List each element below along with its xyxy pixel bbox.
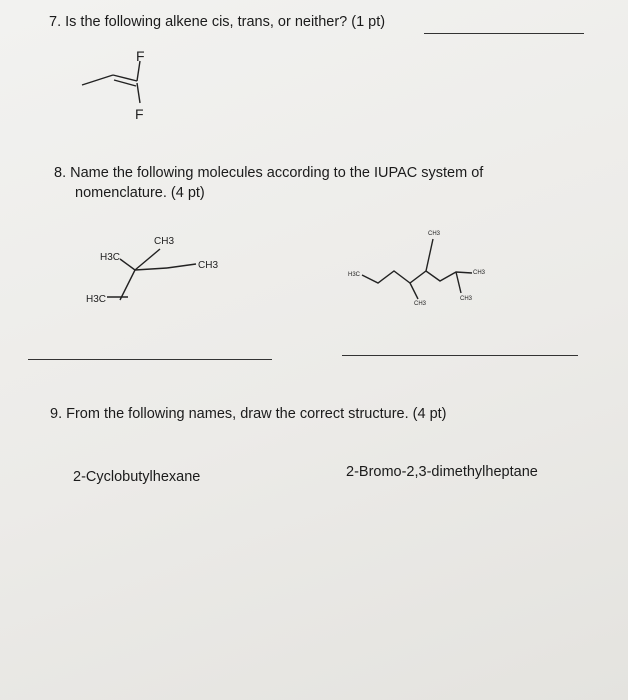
question-8-molecule-b	[340, 225, 500, 310]
mol-b-branch-lower-right	[456, 272, 461, 293]
mol-b-branch-bottom	[410, 283, 418, 299]
mol-b-ch3-bottom: CH3	[414, 301, 427, 307]
question-7-answer-line	[424, 33, 584, 34]
question-7-text: 7. Is the following alkene cis, trans, or neither? (1 pt)	[49, 14, 386, 30]
mol-b-ch3-top: CH3	[428, 231, 441, 237]
question-8-molecule-a	[80, 230, 230, 310]
question-9-name-right: 2-Bromo-2,3-dimethylheptane	[346, 464, 538, 480]
mol-a-ch3-top: CH3	[154, 236, 175, 247]
alkene-double-bond-b	[114, 80, 136, 86]
question-8-text-line-1: 8. Name the following molecules according to the IUPAC system of	[54, 165, 484, 181]
fluorine-bottom-label: F	[135, 106, 144, 122]
question-8a-answer-line	[28, 359, 272, 360]
mol-b-branch-top	[426, 239, 433, 271]
question-9-text: 9. From the following names, draw the correct structure. (4 pt)	[50, 406, 447, 422]
question-8-text-line-2: nomenclature. (4 pt)	[75, 185, 205, 201]
alkene-bond-to-top-f	[137, 61, 140, 81]
mol-a-bond-5	[120, 270, 135, 300]
mol-a-bond-1	[120, 259, 135, 270]
alkene-bond-left	[82, 75, 113, 85]
mol-a-bond-3	[135, 268, 167, 270]
mol-a-bond-4	[167, 264, 196, 268]
mol-a-h3c-left: H3C	[100, 252, 121, 263]
mol-b-ch3-right: CH3	[473, 270, 486, 276]
fluorine-top-label: F	[136, 48, 145, 64]
alkene-bond-to-bottom-f	[137, 83, 140, 103]
mol-a-bond-2	[135, 249, 160, 270]
mol-a-h3c-bottom: H3C	[86, 294, 107, 305]
mol-b-ch3-lower-right: CH3	[460, 296, 473, 302]
question-9-name-left: 2-Cyclobutylhexane	[73, 469, 201, 485]
question-7-alkene-structure	[70, 45, 180, 125]
mol-b-h3c-left: H3C	[348, 272, 361, 278]
question-8b-answer-line	[342, 355, 578, 356]
mol-a-ch3-right: CH3	[198, 260, 219, 271]
